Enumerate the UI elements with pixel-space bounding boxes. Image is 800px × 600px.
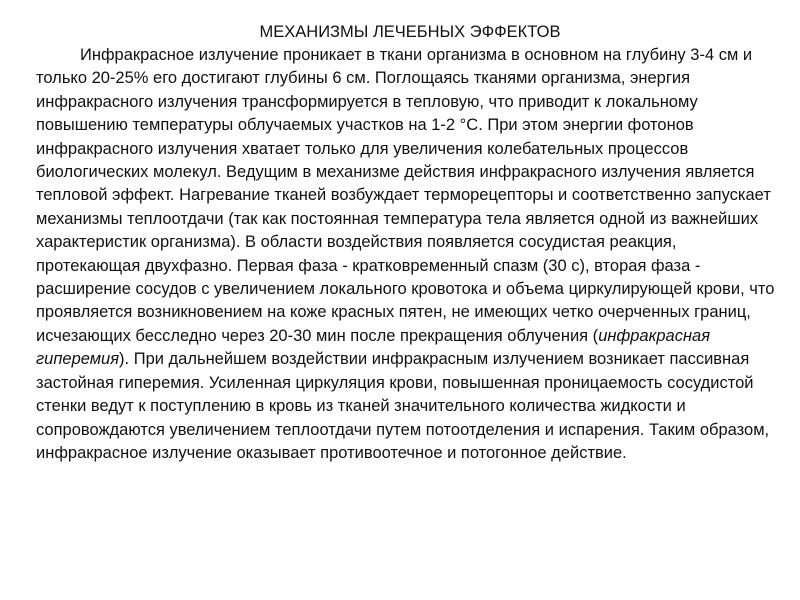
body-text-emphasis: инфракрасная гиперемия (36, 326, 711, 369)
body-text-part-2: ). При дальнейшем воздействии инфракрасным излучением возникает пассивная застойная гиперемия. Усиленная циркуляция крови, повышенная проницаемость сосудистой стенки ведут к поступлению в кровь из тканей значительного количества жидкости и сопровождаются увеличением теплоотдачи путем потоотделения и испарения. Таким образом, инфракрасное излучение оказывает противоотечное и потогонное действие. (36, 350, 770, 462)
slide-title: МЕХАНИЗМЫ ЛЕЧЕБНЫХ ЭФФЕКТОВ (259, 23, 561, 41)
body-text-part-1: Инфракрасное излучение проникает в ткани организма в основном на глубину 3-4 см и только 20-25% его достигают глубины 6 см. Поглощаясь тканями организма, энергия инфракрасного излучения трансформируется в тепловую, что приводит к локальному повышению температуры облучаемых участков на 1-2 °С. При этом энергии фотонов инфракрасного излучения хватает только для увеличения колебательных процессов биологических молекул. Ведущим в механизме действия инфракрасного излучения является тепловой эффект. Нагревание тканей возбуждает терморецепторы и соответственно запускает механизмы теплоотдачи (так как постоянная температура тела является одной из важнейших характеристик организма). В области воздействия появляется сосудистая реакция, протекающая двухфазно. Первая фаза - кратковременный спазм (30 с), вторая фаза - расширение сосудов с увеличением локального кровотока и объема циркулирующей крови, что проявляется возникновением на коже красных пятен, не имеющих четко очерченных границ, исчезающих бесследно через 20-30 мин после прекращения облучения ( (36, 46, 775, 345)
body-paragraph (36, 44, 780, 465)
